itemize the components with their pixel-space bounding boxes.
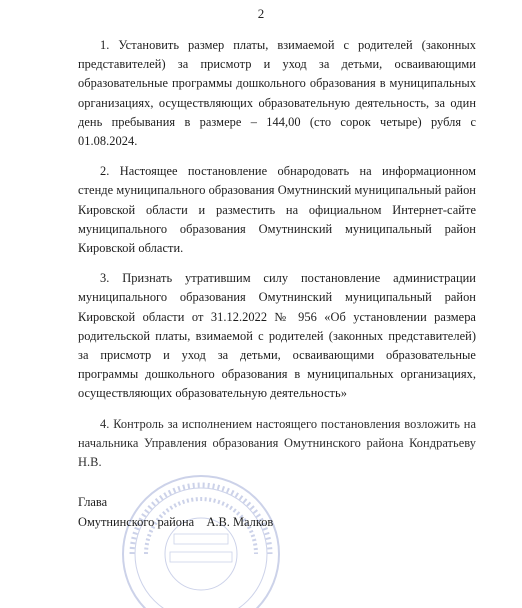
official-stamp — [112, 458, 290, 608]
page-number: 2 — [257, 6, 265, 21]
signature-block — [78, 492, 273, 532]
paragraph-4: 4. Контроль за исполнением настоящего постановления возложить на начальника Управления образования Омутнинского района Кондратьеву Н.В. — [78, 416, 476, 470]
paragraph-3: 3. Признать утратившим силу постановление администрации муниципального образования Омутнинский муниципальный район Кировской области от 31.12.2022 № 956 «Об установлении размера родительской платы, взимаемой с родителей (законных представителей) за присмотр и уход за детьми, осваивающими образовательные программы дошкольного образования в муниципальных организациях, осуществляющих образовательную деятельность» — [78, 271, 476, 401]
signature-district: Омутнинского района — [78, 515, 195, 529]
signature-name: А.В. Малков — [206, 515, 274, 529]
paragraph-1: 1. Установить размер платы, взимаемой с родителей (законных представителей) за присмотр и уход за детьми, осваивающими образовательные программы дошкольного образования в муниципальных организациях, осуществляющих образовательную деятельность, за один день пребывания в размере – 144,00 (сто сорок четыре) рубля с 01.08.2024. — [78, 38, 476, 149]
signature-line — [78, 512, 273, 532]
signature-title: Глава — [78, 495, 108, 509]
paragraph-2: 2. Настоящее постановление обнародовать на информационном стенде муниципального образования Омутнинский муниципальный район Кировской области и разместить на официальном Интернет-сайте муниципального образования Омутнинский муниципальный район Кировской области. — [78, 164, 476, 256]
document-body — [78, 36, 476, 472]
